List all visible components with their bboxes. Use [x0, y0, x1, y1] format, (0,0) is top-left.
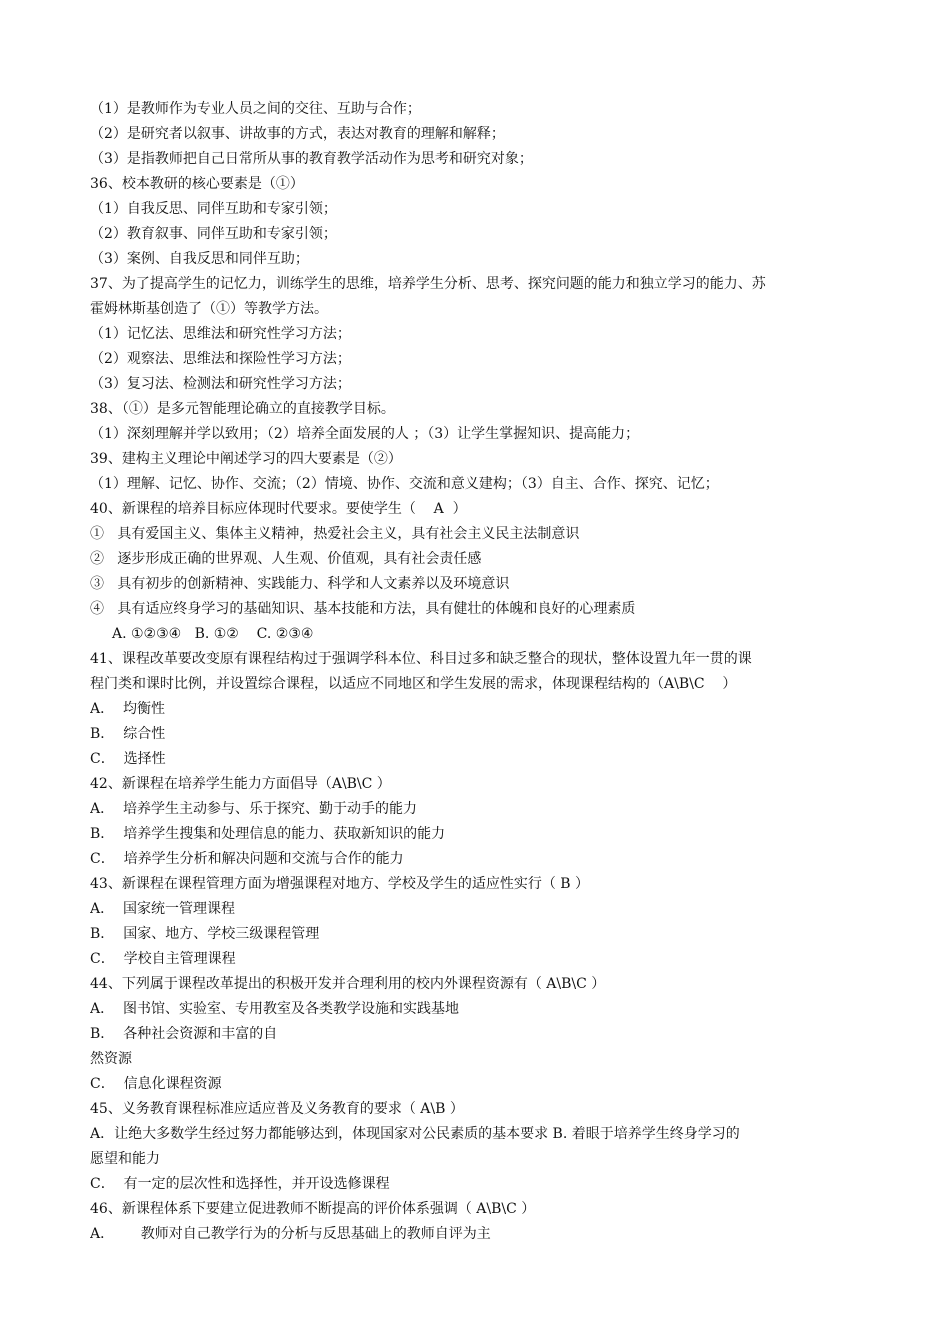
question-41: 41、课程改革要改变原有课程结构过于强调学科本位、科目过多和缺乏整合的现状，整体设置九年一贯的课 [90, 651, 752, 667]
question-42: 42、新课程在培养学生能力方面倡导（A\B\C ） [90, 776, 391, 792]
text-line: A． 培养学生主动参与、乐于探究、勤于动手的能力 [90, 801, 418, 817]
text-line: 程门类和课时比例，并设置综合课程，以适应不同地区和学生发展的需求，体现课程结构的（A\B\C ） [90, 676, 737, 692]
text-line: ③ 具有初步的创新精神、实践能力、科学和人文素养以及环境意识 [90, 576, 510, 592]
text-line: （2）是研究者以叙事、讲故事的方式，表达对教育的理解和解释； [90, 126, 505, 142]
text-line: ① 具有爱国主义、集体主义精神，热爱社会主义，具有社会主义民主法制意识 [90, 526, 580, 542]
question-44: 44、下列属于课程改革提出的积极开发并合理利用的校内外课程资源有（ A\B\C ） [90, 976, 606, 992]
question-46: 46、新课程体系下要建立促进教师不断提高的评价体系强调（ A\B\C ） [90, 1201, 536, 1217]
question-45: 45、义务教育课程标准应适应普及义务教育的要求（ A\B ） [90, 1101, 464, 1117]
text-line: （2）观察法、思维法和探险性学习方法； [90, 351, 351, 367]
answer-options: A. ①②③④ B. ①② C. ②③④ [112, 626, 314, 642]
text-line: C． 信息化课程资源 [90, 1076, 222, 1092]
text-line: ② 逐步形成正确的世界观、人生观、价值观，具有社会责任感 [90, 551, 482, 567]
text-line: A． 教师对自己教学行为的分析与反思基础上的教师自评为主 [90, 1226, 491, 1242]
text-line: C． 选择性 [90, 751, 166, 767]
question-43: 43、新课程在课程管理方面为增强课程对地方、学校及学生的适应性实行（ B ） [90, 876, 590, 892]
text-line: B． 培养学生搜集和处理信息的能力、获取新知识的能力 [90, 826, 446, 842]
text-line: 然资源 [90, 1051, 132, 1067]
text-line: （1）自我反思、同伴互助和专家引领； [90, 201, 337, 217]
text-line: A． 均衡性 [90, 701, 166, 717]
document-body [90, 97, 880, 1247]
text-line: C． 学校自主管理课程 [90, 951, 236, 967]
question-39: 39、建构主义理论中阐述学习的四大要素是（②） [90, 451, 402, 467]
text-line: B． 综合性 [90, 726, 166, 742]
text-line: 愿望和能力 [90, 1151, 160, 1167]
text-line: （1）理解、记忆、协作、交流；（2）情境、协作、交流和意义建构；（3）自主、合作、探究、记忆； [90, 476, 719, 492]
question-40: 40、新课程的培养目标应体现时代要求。要使学生（ A ） [90, 501, 467, 517]
text-line: A．让绝大多数学生经过努力都能够达到，体现国家对公民素质的基本要求 B. 着眼于培养学生终身学习的 [90, 1126, 740, 1142]
text-line: C． 培养学生分析和解决问题和交流与合作的能力 [90, 851, 404, 867]
text-line: B． 国家、地方、学校三级课程管理 [90, 926, 320, 942]
text-line: 霍姆林斯基创造了（①）等教学方法。 [90, 301, 328, 317]
question-36: 36、校本教研的核心要素是（①） [90, 176, 304, 192]
text-line: （3）案例、自我反思和同伴互助； [90, 251, 309, 267]
text-line: （2）教育叙事、同伴互助和专家引领； [90, 226, 337, 242]
text-line: （3）复习法、检测法和研究性学习方法； [90, 376, 351, 392]
text-line: ④ 具有适应终身学习的基础知识、基本技能和方法，具有健壮的体魄和良好的心理素质 [90, 601, 636, 617]
text-line: （3）是指教师把自己日常所从事的教育教学活动作为思考和研究对象； [90, 151, 533, 167]
text-line: C． 有一定的层次性和选择性，并开设选修课程 [90, 1176, 390, 1192]
text-line: （1）记忆法、思维法和研究性学习方法； [90, 326, 351, 342]
text-line: （1）是教师作为专业人员之间的交往、互助与合作； [90, 101, 421, 117]
text-line: （1）深刻理解并学以致用；（2）培养全面发展的人 ；（3）让学生掌握知识、提高能力； [90, 426, 640, 442]
text-line: A． 图书馆、实验室、专用教室及各类教学设施和实践基地 [90, 1001, 460, 1017]
question-37: 37、为了提高学生的记忆力，训练学生的思维，培养学生分析、思考、探究问题的能力和独立学习的能力、苏 [90, 276, 766, 292]
text-line: B． 各种社会资源和丰富的自 [90, 1026, 278, 1042]
text-line: A． 国家统一管理课程 [90, 901, 236, 917]
question-38: 38、（①）是多元智能理论确立的直接教学目标。 [90, 401, 395, 417]
